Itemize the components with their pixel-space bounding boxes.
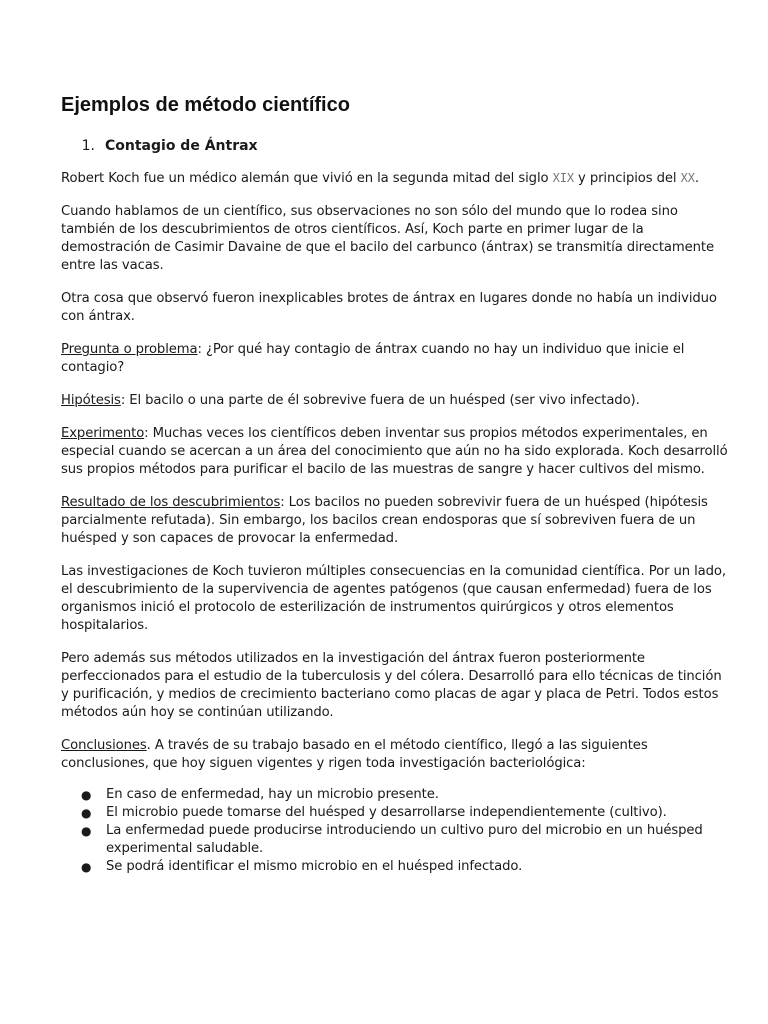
intro-text-2: y principios del [573, 171, 681, 186]
section-title: Contagio de Ántrax [105, 138, 258, 154]
paragraph-methods: Pero además sus métodos utilizados en la investigación del ántrax fueron posteriormente perfeccionados para el estudio de la tuberculosis y del cólera. Desarrolló para ello técnicas de tinción y purificación, y medios de crecimiento bacteriano como placas de agar y placa de Petri. Todos estos métodos aún hoy se continúan utilizando. [61, 651, 722, 720]
intro-text-1: Robert Koch fue un médico alemán que vivió en la segunda mitad del siglo [61, 171, 553, 186]
paragraph-consequences: Las investigaciones de Koch tuvieron múltiples consecuencias en la comunidad científica. Por un lado, el descubrimiento de la supervivencia de agentes patógenos (que causan enfermedad) fuera de los organismos inició el protocolo de esterilización de instrumentos quirúrgicos y otros elementos hospitalarios. [61, 564, 726, 633]
paragraph-observations: Cuando hablamos de un científico, sus observaciones no son sólo del mundo que lo rodea sino también de los descubrimientos de otros científicos. Así, Koch parte en primer lugar de la demostración de Casimir Davaine de que el bacilo del carbunco (ántrax) se transmitía directamente entre las vacas. [61, 204, 714, 273]
conclusions-text: . A través de su trabajo basado en el método científico, llegó a las siguientes conclusiones, que hoy siguen vigentes y rigen toda investigación bacteriológica: [61, 738, 648, 771]
paragraph-conclusions [61, 737, 728, 773]
bullet-icon: ● [81, 824, 92, 838]
paragraph-outbreaks: Otra cosa que observó fueron inexplicables brotes de ántrax en lugares donde no había un individuo con ántrax. [61, 291, 717, 324]
list-item [61, 804, 728, 822]
intro-text-3: . [694, 171, 699, 186]
results-text: : Los bacilos no pueden sobrevivir fuera de un huésped (hipótesis parcialmente refutada). Sin embargo, los bacilos crean endosporas que sí sobreviven fuera de un huésped y son capaces de provocar la enfermedad. [61, 495, 708, 546]
question-label: Pregunta o problema [61, 342, 198, 357]
section-list [61, 137, 728, 155]
bullet-icon: ● [81, 806, 92, 820]
hypothesis-label: Hipótesis [61, 393, 121, 408]
list-item [61, 858, 728, 876]
paragraph-intro [61, 169, 728, 188]
century-xx: XX [680, 171, 695, 185]
paragraph-hypothesis [61, 392, 728, 410]
question-text: : ¿Por qué hay contagio de ántrax cuando no hay un individuo que inicie el contagio? [61, 342, 685, 375]
conclusions-label: Conclusiones [61, 738, 147, 753]
experiment-label: Experimento [61, 426, 145, 441]
page-title: Ejemplos de método científico [61, 94, 350, 116]
century-xix: XIX [552, 171, 574, 185]
conclusions-list [61, 786, 728, 876]
list-item-text: Se podrá identificar el mismo microbio en el huésped infectado. [106, 859, 523, 874]
bullet-icon: ● [81, 788, 92, 802]
list-item [61, 822, 728, 858]
paragraph-results [61, 494, 728, 548]
results-label: Resultado de los descubrimientos [61, 495, 281, 510]
hypothesis-text: : El bacilo o una parte de él sobrevive fuera de un huésped (ser vivo infectado). [120, 393, 640, 408]
list-item-text: En caso de enfermedad, hay un microbio presente. [106, 787, 439, 802]
list-item [61, 786, 728, 804]
paragraph-question [61, 341, 728, 377]
list-item-text: El microbio puede tomarse del huésped y desarrollarse independientemente (cultivo). [106, 805, 667, 820]
paragraph-experiment [61, 425, 728, 479]
section-heading [61, 137, 728, 155]
list-item-text: La enfermedad puede producirse introduciendo un cultivo puro del microbio en un huésped experimental saludable. [106, 823, 703, 856]
bullet-icon: ● [81, 860, 92, 874]
experiment-text: : Muchas veces los científicos deben inventar sus propios métodos experimentales, en especial cuando se acercan a un área del conocimiento que aún no ha sido explorada. Koch desarrolló sus propios métodos para purificar el bacilo de las muestras de sangre y hacer cultivos del mismo. [61, 426, 728, 477]
section-number: 1. [81, 138, 95, 154]
